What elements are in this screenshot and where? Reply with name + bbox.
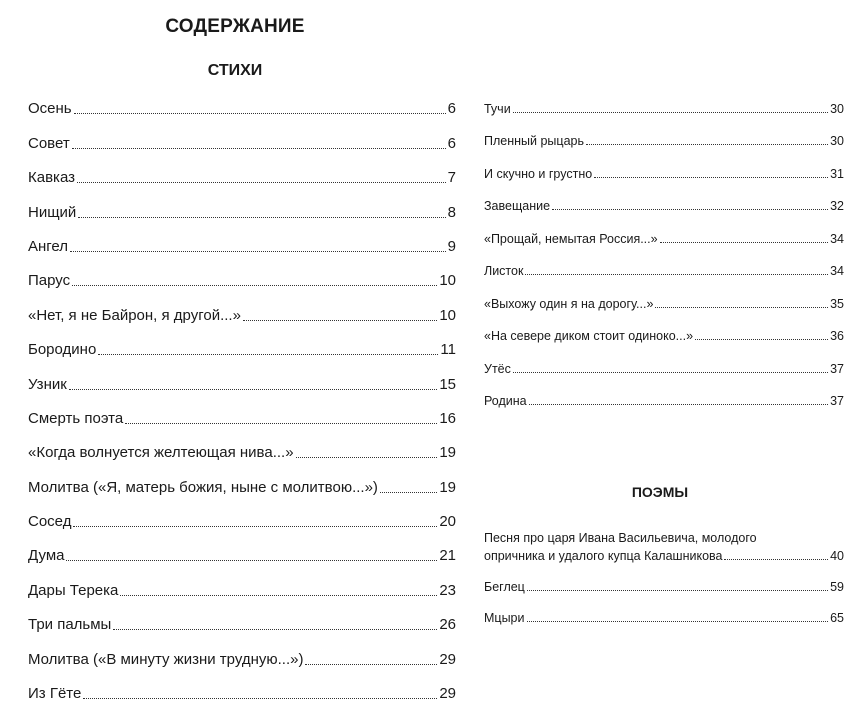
toc-entry-page: 6 (447, 134, 456, 152)
toc-entry-title: Кавказ (28, 169, 75, 187)
toc-entry-page: 21 (439, 547, 456, 565)
toc-entry-title: Утёс (484, 361, 511, 376)
toc-entry-page: 7 (447, 169, 456, 187)
toc-entry-page: 15 (439, 375, 456, 393)
toc-entry[interactable] (484, 253, 844, 286)
toc-entry[interactable] (28, 90, 456, 124)
toc-leader-dots (527, 621, 829, 622)
toc-leader-dots (552, 209, 828, 210)
toc-right-column (484, 90, 844, 415)
toc-leader-dots (72, 285, 437, 286)
toc-entry-title: Листок (484, 264, 524, 278)
toc-entry-title: «Когда волнуется желтеющая нива...» (28, 444, 294, 462)
toc-entry[interactable] (484, 188, 844, 221)
toc-left-column (28, 90, 456, 709)
toc-entry-title: Три пальмы (28, 616, 112, 634)
toc-entry[interactable] (28, 434, 456, 468)
toc-entry-page: 20 (439, 513, 456, 531)
toc-entry-page: 19 (439, 478, 456, 496)
toc-entry-page: 30 (830, 134, 844, 148)
toc-entry-title: Смерть поэта (28, 409, 124, 427)
toc-entry[interactable] (484, 220, 844, 253)
toc-entry[interactable] (28, 675, 456, 709)
toc-leader-dots (513, 372, 828, 373)
toc-entry[interactable] (28, 124, 456, 158)
toc-leader-dots (113, 629, 437, 630)
toc-leader-dots (527, 590, 828, 591)
toc-entry-title: Осень (28, 100, 72, 118)
toc-entry[interactable] (28, 331, 456, 365)
toc-entry-page: 6 (447, 100, 456, 118)
toc-leader-dots (660, 242, 829, 243)
toc-entry[interactable] (28, 537, 456, 571)
toc-entry-title: Нищий (28, 203, 77, 221)
toc-entry[interactable] (28, 640, 456, 674)
toc-entry-page: 29 (439, 685, 456, 703)
toc-entry[interactable] (28, 193, 456, 227)
toc-entry-title: Бородино (28, 341, 97, 359)
toc-leader-dots (78, 217, 445, 218)
toc-entry-page: 34 (830, 264, 844, 278)
toc-entry[interactable] (484, 155, 844, 188)
toc-entry[interactable] (484, 570, 844, 601)
section-title-poems-long: ПОЭМЫ (631, 484, 689, 500)
toc-leader-dots (77, 182, 446, 183)
toc-entry[interactable] (28, 159, 456, 193)
toc-entry-title: «Выхожу один я на дорогу...» (484, 296, 654, 311)
toc-leader-dots (594, 177, 828, 178)
toc-entry-title: Молитва («В минуту жизни трудную...») (28, 650, 304, 668)
toc-entry-title: Завещание (484, 199, 551, 213)
toc-entry-title-line1: Песня про царя Ивана Васильевича, молодого (484, 531, 757, 545)
toc-entry[interactable] (484, 350, 844, 383)
toc-entry-title: Совет (28, 134, 70, 152)
section-title-poems-short: СТИХИ (207, 62, 263, 79)
toc-entry-page: 37 (830, 394, 844, 408)
toc-entry-page: 30 (830, 101, 844, 116)
toc-entry-title: Ангел (28, 237, 69, 255)
toc-entry-page: 35 (830, 296, 844, 311)
toc-entry-title: Тучи (484, 101, 511, 116)
toc-entry-page: 26 (439, 616, 456, 634)
toc-leader-dots (380, 492, 437, 493)
toc-entry-page: 10 (439, 272, 456, 290)
toc-entry-page: 59 (830, 580, 844, 594)
toc-entry-title: Дума (28, 547, 65, 565)
toc-leader-dots (74, 113, 446, 114)
toc-leader-dots (695, 339, 828, 340)
toc-entry-title: Родина (484, 394, 527, 408)
toc-leader-dots (655, 307, 828, 308)
toc-entry-page: 65 (830, 611, 844, 625)
toc-entry-page: 34 (830, 231, 844, 246)
toc-entry-page: 16 (439, 409, 456, 427)
toc-entry[interactable] (484, 601, 844, 632)
page-title: СОДЕРЖАНИЕ (165, 16, 305, 37)
toc-entry[interactable] (484, 318, 844, 351)
toc-poems-list (484, 518, 844, 632)
toc-entry[interactable] (28, 400, 456, 434)
toc-leader-dots (120, 595, 437, 596)
toc-entry[interactable] (28, 468, 456, 502)
toc-leader-dots (305, 664, 437, 665)
toc-leader-dots (70, 251, 446, 252)
toc-entry-page: 19 (439, 444, 456, 462)
toc-entry-title: Пленный рыцарь (484, 134, 584, 148)
toc-leader-dots (69, 389, 438, 390)
toc-leader-dots (243, 320, 437, 321)
toc-leader-dots (529, 404, 828, 405)
toc-entry-page: 36 (830, 329, 844, 343)
toc-entry-title: «На севере диком стоит одиноко...» (484, 329, 694, 343)
toc-leader-dots (98, 354, 438, 355)
toc-entry-page: 8 (447, 203, 456, 221)
toc-entry-page: 10 (439, 306, 456, 324)
toc-entry-title: Из Гёте (28, 685, 82, 703)
toc-entry[interactable] (28, 262, 456, 296)
toc-leader-dots (66, 560, 437, 561)
toc-entry[interactable] (28, 606, 456, 640)
toc-leader-dots (73, 526, 437, 527)
toc-entry-page: 11 (440, 341, 456, 359)
toc-entry-title-line2: опричника и удалого купца Калашникова (484, 549, 723, 563)
toc-entry-title: Мцыри (484, 611, 525, 625)
toc-leader-dots (513, 112, 828, 113)
toc-entry-page: 9 (447, 237, 456, 255)
toc-entry[interactable] (28, 296, 456, 330)
toc-entry-page: 37 (830, 361, 844, 376)
toc-entry-title: Парус (28, 272, 71, 290)
toc-entry-title: Узник (28, 375, 67, 393)
toc-entry-page: 29 (439, 650, 456, 668)
toc-entry-page: 40 (830, 549, 844, 563)
toc-leader-dots (296, 457, 438, 458)
toc-entry-title: Сосед (28, 513, 72, 531)
toc-leader-dots (83, 698, 437, 699)
toc-entry-title: «Прощай, немытая Россия...» (484, 231, 658, 246)
toc-entry-title: Дары Терека (28, 581, 119, 599)
toc-entry[interactable] (28, 228, 456, 262)
toc-entry-title: Беглец (484, 580, 525, 594)
toc-entry-page: 31 (830, 166, 844, 181)
toc-leader-dots (724, 559, 828, 560)
toc-leader-dots (525, 274, 828, 275)
toc-leader-dots (72, 148, 446, 149)
toc-entry-page: 23 (439, 581, 456, 599)
toc-entry[interactable] (28, 571, 456, 605)
toc-entry[interactable] (28, 503, 456, 537)
toc-entry-title: Молитва («Я, матерь божия, ныне с молитвою...») (28, 478, 378, 496)
toc-entry-page: 32 (830, 199, 844, 213)
toc-leader-dots (586, 144, 828, 145)
toc-entry[interactable] (484, 285, 844, 318)
toc-entry-title: «Нет, я не Байрон, я другой...» (28, 306, 241, 324)
toc-leader-dots (125, 423, 437, 424)
toc-entry-title: И скучно и грустно (484, 166, 593, 181)
toc-entry[interactable] (484, 90, 844, 123)
toc-entry[interactable] (484, 383, 844, 416)
toc-entry[interactable] (28, 365, 456, 399)
toc-entry[interactable] (484, 123, 844, 156)
toc-entry[interactable] (484, 518, 844, 570)
